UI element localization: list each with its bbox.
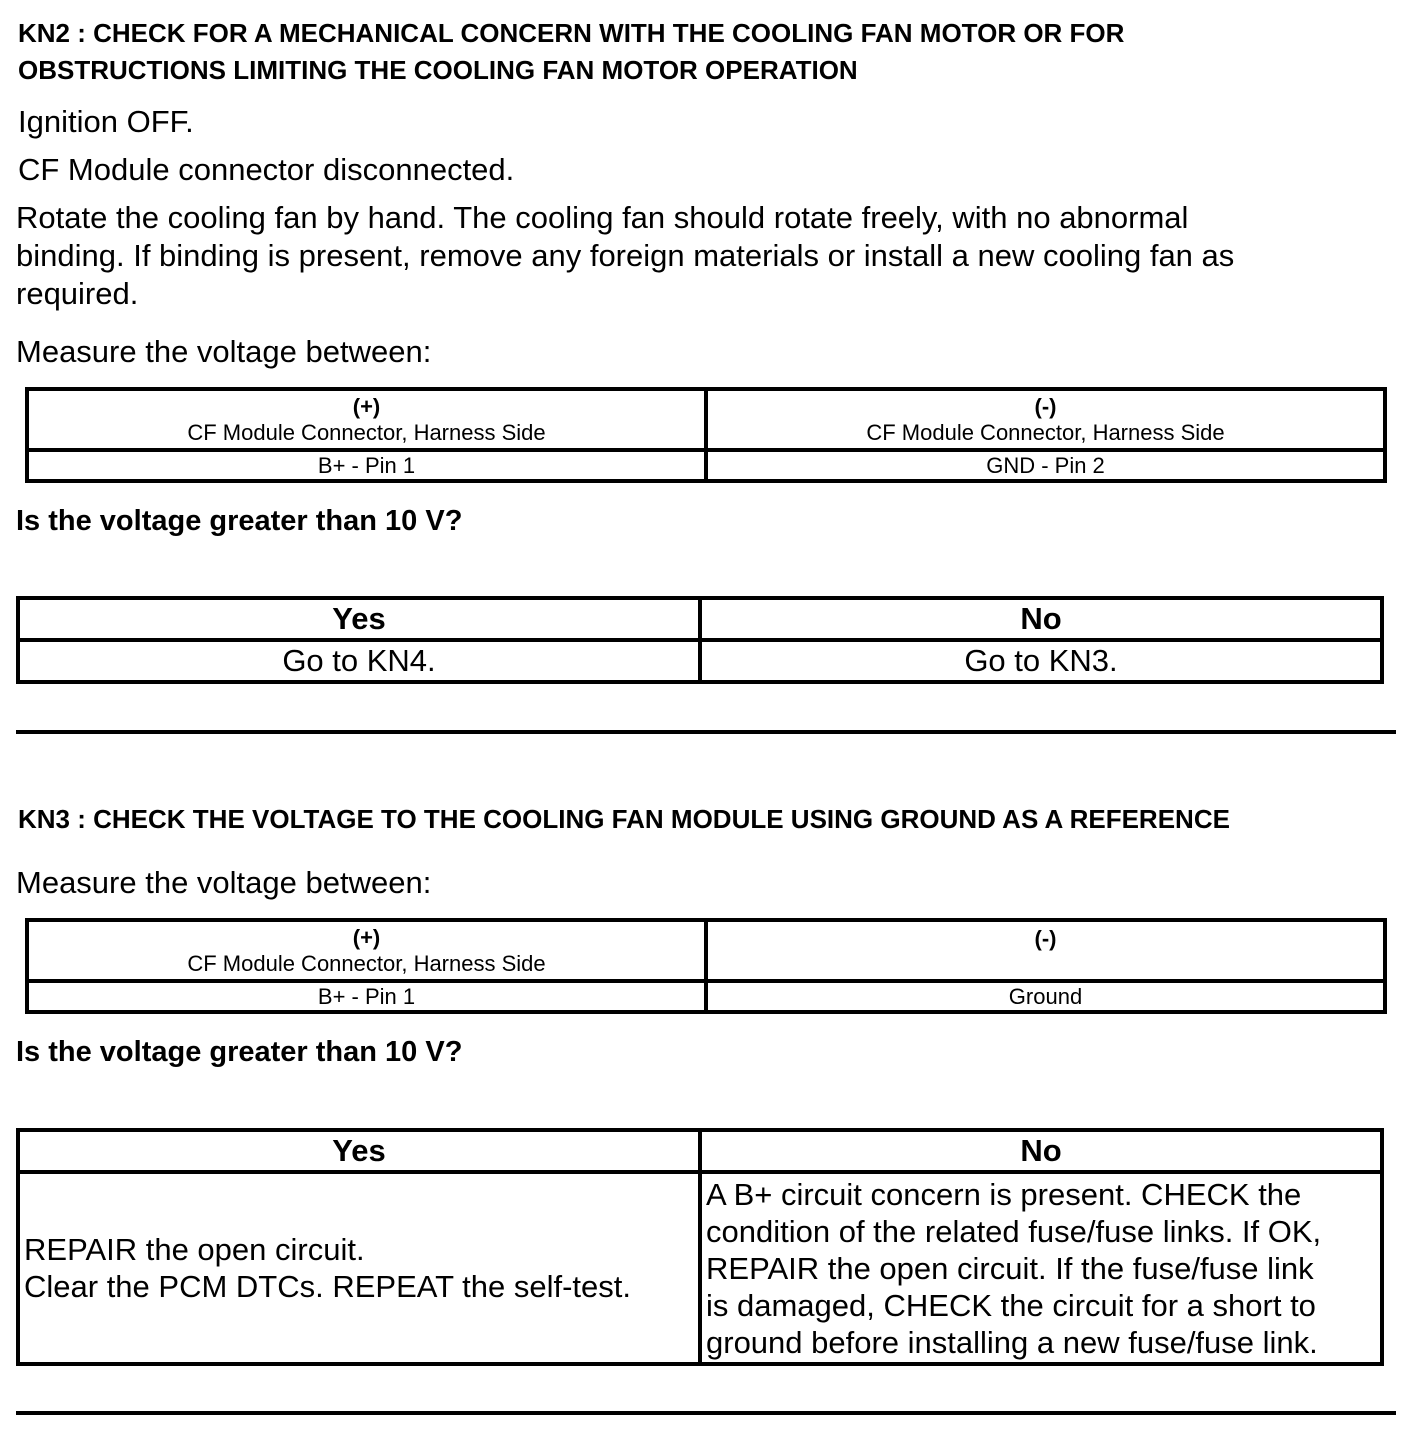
kn3-pos-value: B+ - Pin 1 — [27, 981, 706, 1012]
kn2-heading-line1: KN2 : CHECK FOR A MECHANICAL CONCERN WITH THE COOLING FAN MOTOR OR FOR — [18, 18, 1125, 48]
kn2-pos-value: B+ - Pin 1 — [27, 450, 706, 481]
bottom-divider — [16, 1411, 1396, 1415]
kn2-measure-table — [25, 387, 1387, 483]
kn2-step-rotate — [16, 199, 1234, 313]
kn2-pos-symbol: (+) — [352, 393, 381, 419]
kn3-heading: KN3 : CHECK THE VOLTAGE TO THE COOLING FAN MODULE USING GROUND AS A REFERENCE — [18, 804, 1230, 834]
kn3-pos-label: CF Module Connector, Harness Side — [187, 950, 546, 976]
kn3-no-action-line5: ground before installing a new fuse/fuse link. — [706, 1324, 1318, 1360]
kn2-measure-neg-header — [706, 389, 1385, 450]
kn3-no-action-line4: is damaged, CHECK the circuit for a short to — [706, 1287, 1316, 1323]
kn3-neg-symbol: (-) — [1034, 926, 1057, 951]
kn3-no-header: No — [700, 1130, 1382, 1172]
kn3-question: Is the voltage greater than 10 V? — [16, 1036, 463, 1068]
kn2-yes-header: Yes — [18, 598, 700, 640]
kn3-yes-action — [18, 1172, 700, 1364]
kn3-measure-table — [25, 918, 1387, 1014]
kn3-answer-table — [16, 1128, 1384, 1366]
kn3-no-action-line1: A B+ circuit concern is present. CHECK the — [706, 1176, 1302, 1212]
kn3-no-action-line3: REPAIR the open circuit. If the fuse/fuse link — [706, 1250, 1314, 1286]
kn3-yes-action-line1: REPAIR the open circuit. — [24, 1232, 365, 1267]
kn3-pos-symbol: (+) — [352, 924, 381, 950]
kn3-yes-action-line2: Clear the PCM DTCs. REPEAT the self-test. — [24, 1269, 631, 1304]
kn2-answer-table — [16, 596, 1384, 684]
kn2-no-header: No — [700, 598, 1382, 640]
kn2-pos-label: CF Module Connector, Harness Side — [187, 419, 546, 445]
kn3-neg-value: Ground — [706, 981, 1385, 1012]
kn2-step-rotate-line2: binding. If binding is present, remove any foreign materials or install a new cooling fan as — [16, 238, 1235, 273]
kn2-step-ignition: Ignition OFF. — [18, 104, 194, 139]
kn2-step-rotate-line3: required. — [16, 276, 139, 311]
kn2-neg-label: CF Module Connector, Harness Side — [866, 419, 1225, 445]
section-divider — [16, 730, 1396, 734]
kn2-heading — [18, 15, 1124, 89]
kn2-no-action: Go to KN3. — [700, 640, 1382, 682]
kn2-neg-symbol: (-) — [1034, 393, 1057, 419]
kn3-no-action-line2: condition of the related fuse/fuse links. If OK, — [706, 1213, 1322, 1249]
kn2-neg-value: GND - Pin 2 — [706, 450, 1385, 481]
kn3-measure-pos-header — [27, 920, 706, 981]
kn3-no-action — [700, 1172, 1382, 1364]
kn2-heading-line2: OBSTRUCTIONS LIMITING THE COOLING FAN MOTOR OPERATION — [18, 55, 858, 85]
kn2-question: Is the voltage greater than 10 V? — [16, 505, 463, 537]
kn2-yes-action: Go to KN4. — [18, 640, 700, 682]
kn2-step-rotate-line1: Rotate the cooling fan by hand. The cooling fan should rotate freely, with no abnormal — [16, 200, 1189, 235]
kn3-measure-neg-header — [706, 920, 1385, 981]
kn3-measure-label: Measure the voltage between: — [16, 865, 432, 900]
kn2-step-connector: CF Module connector disconnected. — [18, 152, 515, 187]
kn3-yes-header: Yes — [18, 1130, 700, 1172]
kn2-measure-pos-header — [27, 389, 706, 450]
kn2-measure-label: Measure the voltage between: — [16, 334, 432, 369]
